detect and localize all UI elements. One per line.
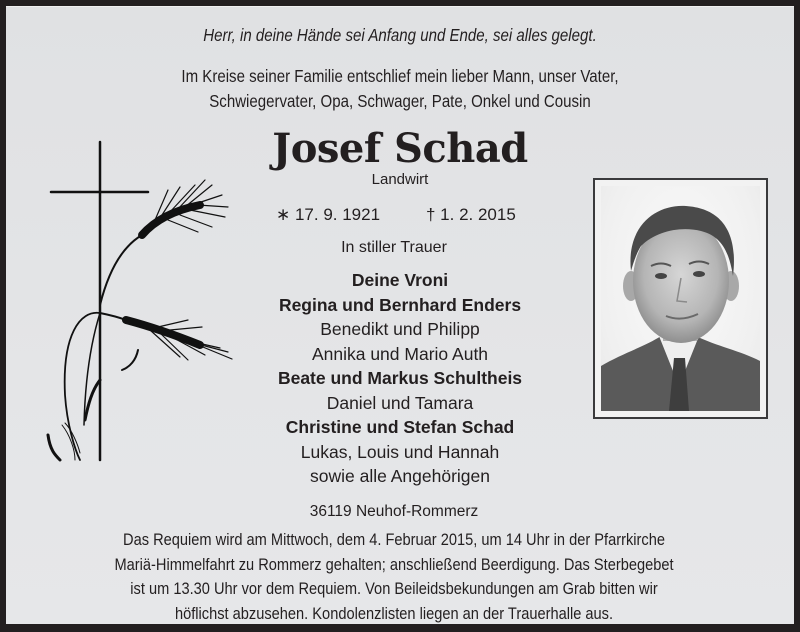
family-member: Lukas, Louis und Hannah bbox=[300, 441, 500, 462]
portrait-image bbox=[601, 186, 760, 411]
motto bbox=[6, 25, 794, 46]
motto-text: Herr, in deine Hände sei Anfang und Ende, sei alles gelegt. bbox=[203, 25, 597, 45]
funeral-notice bbox=[0, 528, 788, 626]
family-member: Annika und Mario Auth bbox=[311, 343, 489, 364]
notice-line: Mariä-Himmelfahrt zu Rommerz gehalten; anschließend Beerdigung. Das Sterbegebet bbox=[114, 554, 674, 574]
portrait-icon bbox=[601, 186, 760, 411]
notice-line: Das Requiem wird am Mittwoch, dem 4. Februar 2015, um 14 Uhr in der Pfarrkirche bbox=[123, 530, 665, 549]
occupation: Landwirt bbox=[371, 171, 429, 188]
death-date: † 1. 2. 2015 bbox=[426, 205, 516, 224]
notice-line: höflichst abzusehen. Kondolenzlisten liegen an der Trauerhalle aus. bbox=[174, 603, 614, 623]
notice-line: ist um 13.30 Uhr vor dem Requiem. Von Beileidsbekundungen am Grab bitten wir bbox=[130, 579, 658, 598]
intro-text bbox=[6, 64, 794, 114]
family-member: Daniel und Tamara bbox=[326, 392, 474, 413]
birth-date: ∗ 17. 9. 1921 bbox=[276, 205, 381, 224]
portrait-photo bbox=[593, 178, 768, 419]
family-member: Benedikt und Philipp bbox=[320, 319, 480, 339]
family-member: Regina und Bernhard Enders bbox=[278, 294, 522, 315]
family-member: Beate und Markus Schultheis bbox=[277, 368, 523, 388]
cross-with-wheat-icon bbox=[40, 135, 240, 465]
family-member: Christine und Stefan Schad bbox=[285, 417, 515, 437]
deceased-name: Josef Schad bbox=[272, 125, 528, 172]
mourning-phrase: In stiller Trauer bbox=[341, 239, 447, 256]
family-member: Deine Vroni bbox=[351, 270, 449, 290]
intro-line: Schwiegervater, Opa, Schwager, Pate, Onkel und Cousin bbox=[209, 91, 591, 111]
family-member: sowie alle Angehörigen bbox=[310, 466, 490, 486]
town: 36119 Neuhof-Rommerz bbox=[309, 503, 479, 520]
intro-line: Im Kreise seiner Familie entschlief mein lieber Mann, unser Vater, bbox=[181, 66, 619, 86]
